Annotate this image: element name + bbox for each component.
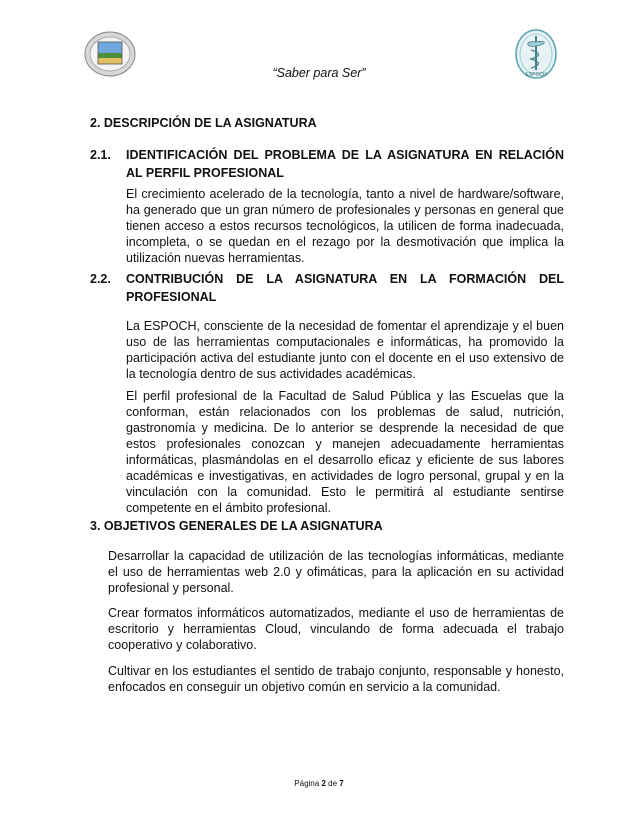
section-2-2-paragraph-2: El perfil profesional de la Facultad de Salud Pública y las Escuelas que la conforman, están relacionados con los problemas de salud, nutrición, gastronomía y medicina. De lo anterior se desprende la necesidad de que estos profesionales conozcan y manejen adecuadamente herramientas informáticas, plasmándolas en el desarrollo eficaz y eficiente de sus labores académicas e investigativas, en actividades de logro personal, grupal y en la vinculación con la comunidad. Esto le permitirá al estudiante sentirse competente en el ámbito profesional. xyxy=(126,389,564,515)
section-2-heading: 2. DESCRIPCIÓN DE LA ASIGNATURA xyxy=(90,116,317,130)
objective-paragraph-2: Crear formatos informáticos automatizados, mediante el uso de herramientas de escritorio y herramientas Cloud, vinculando de forma adecuada el trabajo cooperativo y colaborativo. xyxy=(108,606,564,652)
section-2-2-number: 2.2. xyxy=(90,272,111,286)
footer-page-prefix: Página xyxy=(294,779,320,788)
section-2-1-paragraph: El crecimiento acelerado de la tecnología, tanto a nivel de hardware/software, ha generado que un gran número de profesionales y personas en general que tienen acceso a estos recursos tecnológicos, la utilicen de forma inadecuada, incompleta, o se quedan en el rezago por la desmotivación que implica la utilización nuevas herramientas. xyxy=(126,187,564,265)
footer-current-page: 2 xyxy=(321,779,326,788)
section-2-2-paragraph-1: La ESPOCH, consciente de la necesidad de fomentar el aprendizaje y el buen uso de las herramientas computacionales e informáticas, ha promovido la participación activa del estudiante junto con el docente en el uso extensivo de la tecnología dentro de sus actividades académicas. xyxy=(126,319,564,381)
seal-text: ESPOCH xyxy=(525,72,547,78)
page-footer xyxy=(0,779,638,788)
footer-of-label: de xyxy=(328,779,338,788)
section-2-2-title: CONTRIBUCIÓN DE LA ASIGNATURA EN LA FORMACIÓN DEL PROFESIONAL xyxy=(126,272,564,304)
section-2-1-title: IDENTIFICACIÓN DEL PROBLEMA DE LA ASIGNATURA EN RELACIÓN AL PERFIL PROFESIONAL xyxy=(126,148,564,180)
footer-total-pages: 7 xyxy=(339,779,344,788)
objective-paragraph-1: Desarrollar la capacidad de utilización de las tecnologías informáticas, mediante el uso de herramientas web 2.0 y ofimáticas, para la aplicación en su actividad profesional y personal. xyxy=(108,549,564,595)
section-3-heading: 3. OBJETIVOS GENERALES DE LA ASIGNATURA xyxy=(90,519,383,533)
objective-paragraph-3: Cultivar en los estudiantes el sentido de trabajo conjunto, responsable y honesto, enfocados en conseguir un objetivo común en servicio a la comunidad. xyxy=(108,664,564,694)
section-2-1-number: 2.1. xyxy=(90,148,111,162)
header-motto: “Saber para Ser” xyxy=(272,66,366,80)
